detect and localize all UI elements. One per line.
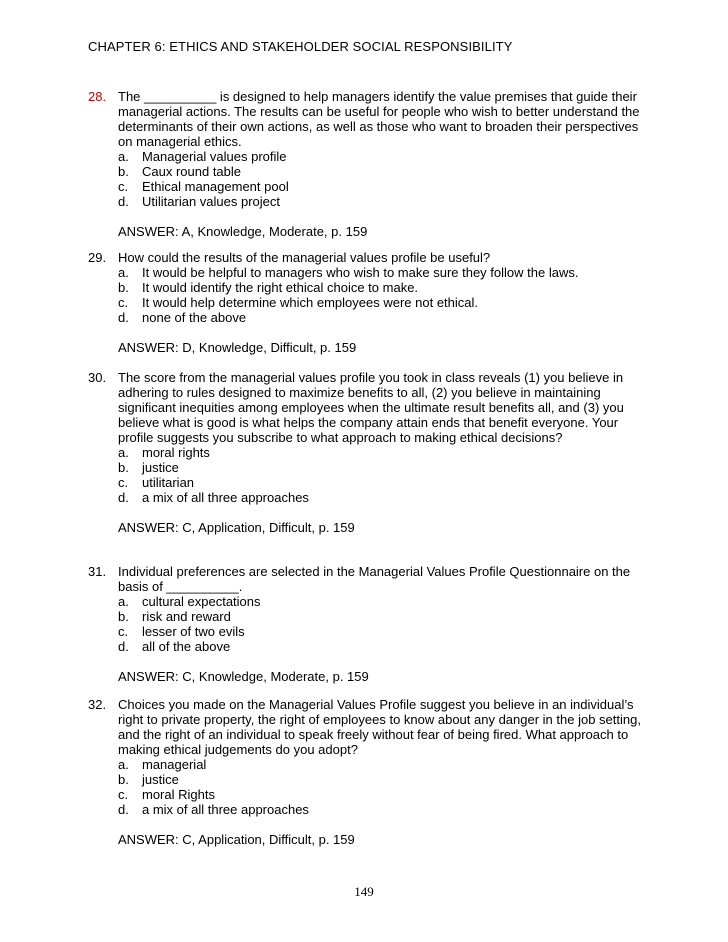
option-a: a. cultural expectations: [118, 594, 261, 609]
option-c: c. It would help determine which employees were not ethical.: [118, 295, 479, 310]
page-header: CHAPTER 6: ETHICS AND STAKEHOLDER SOCIAL RESPONSIBILITY: [88, 39, 513, 54]
option-a: a. moral rights: [118, 445, 210, 460]
option-a: a. Managerial values profile: [118, 149, 287, 164]
page-number: 149: [354, 884, 374, 899]
answer-line: ANSWER: C, Application, Difficult, p. 159: [118, 520, 355, 535]
question-number: 31.: [88, 564, 107, 579]
question-30: [88, 370, 648, 535]
answer-line: ANSWER: C, Knowledge, Moderate, p. 159: [118, 669, 369, 684]
question-text: Individual preferences are selected in the Managerial Values Profile Questionnaire on the basis of __________.: [118, 564, 631, 594]
question-text: Choices you made on the Managerial Values Profile suggest you believe in an individual’s right to private property, the right of employees to know about any danger in the job setting, and the right of an individual to speak freely without fear of being fired. What approach to making ethical judgements do you adopt?: [118, 697, 641, 757]
option-b: b. It would identify the right ethical choice to make.: [118, 280, 419, 295]
option-c: c. Ethical management pool: [118, 179, 289, 194]
answer-line: ANSWER: C, Application, Difficult, p. 159: [118, 832, 355, 847]
question-31: [88, 564, 648, 684]
question-number: 32.: [88, 697, 107, 712]
option-c: c. lesser of two evils: [118, 624, 245, 639]
option-d: d. all of the above: [118, 639, 231, 654]
option-c: c. utilitarian: [118, 475, 195, 490]
option-d: d. Utilitarian values project: [118, 194, 281, 209]
question-number: 29.: [88, 250, 107, 265]
option-b: b. risk and reward: [118, 609, 231, 624]
option-d: d. none of the above: [118, 310, 247, 325]
question-number: 28.: [88, 89, 107, 104]
option-b: b. Caux round table: [118, 164, 242, 179]
option-b: b. justice: [118, 772, 179, 787]
question-28: [88, 89, 648, 239]
question-text: The __________ is designed to help managers identify the value premises that guide their managerial actions. The results can be useful for people who wish to better understand the determinants of their own actions, as well as those who want to broaden their perspectives on managerial ethics.: [118, 89, 640, 149]
question-29: [88, 250, 648, 355]
question-number: 30.: [88, 370, 107, 385]
option-a: a. It would be helpful to managers who wish to make sure they follow the laws.: [118, 265, 579, 280]
question-text: The score from the managerial values profile you took in class reveals (1) you believe in adhering to rules designed to maximize benefits to all, (2) you believe in maintaining significant inequities among employees when the ultimate result benefits all, and (3) you believe what is good is what helps the company attain ends that benefit everyone. Your profile suggests you subscribe to what approach to making ethical decisions?: [118, 370, 624, 445]
option-b: b. justice: [118, 460, 179, 475]
option-c: c. moral Rights: [118, 787, 215, 802]
answer-line: ANSWER: A, Knowledge, Moderate, p. 159: [118, 224, 368, 239]
answer-line: ANSWER: D, Knowledge, Difficult, p. 159: [118, 340, 357, 355]
option-a: a. managerial: [118, 757, 207, 772]
question-text: How could the results of the managerial values profile be useful?: [118, 250, 491, 265]
option-d: d. a mix of all three approaches: [118, 802, 309, 817]
question-32: [88, 697, 648, 847]
option-d: d. a mix of all three approaches: [118, 490, 309, 505]
